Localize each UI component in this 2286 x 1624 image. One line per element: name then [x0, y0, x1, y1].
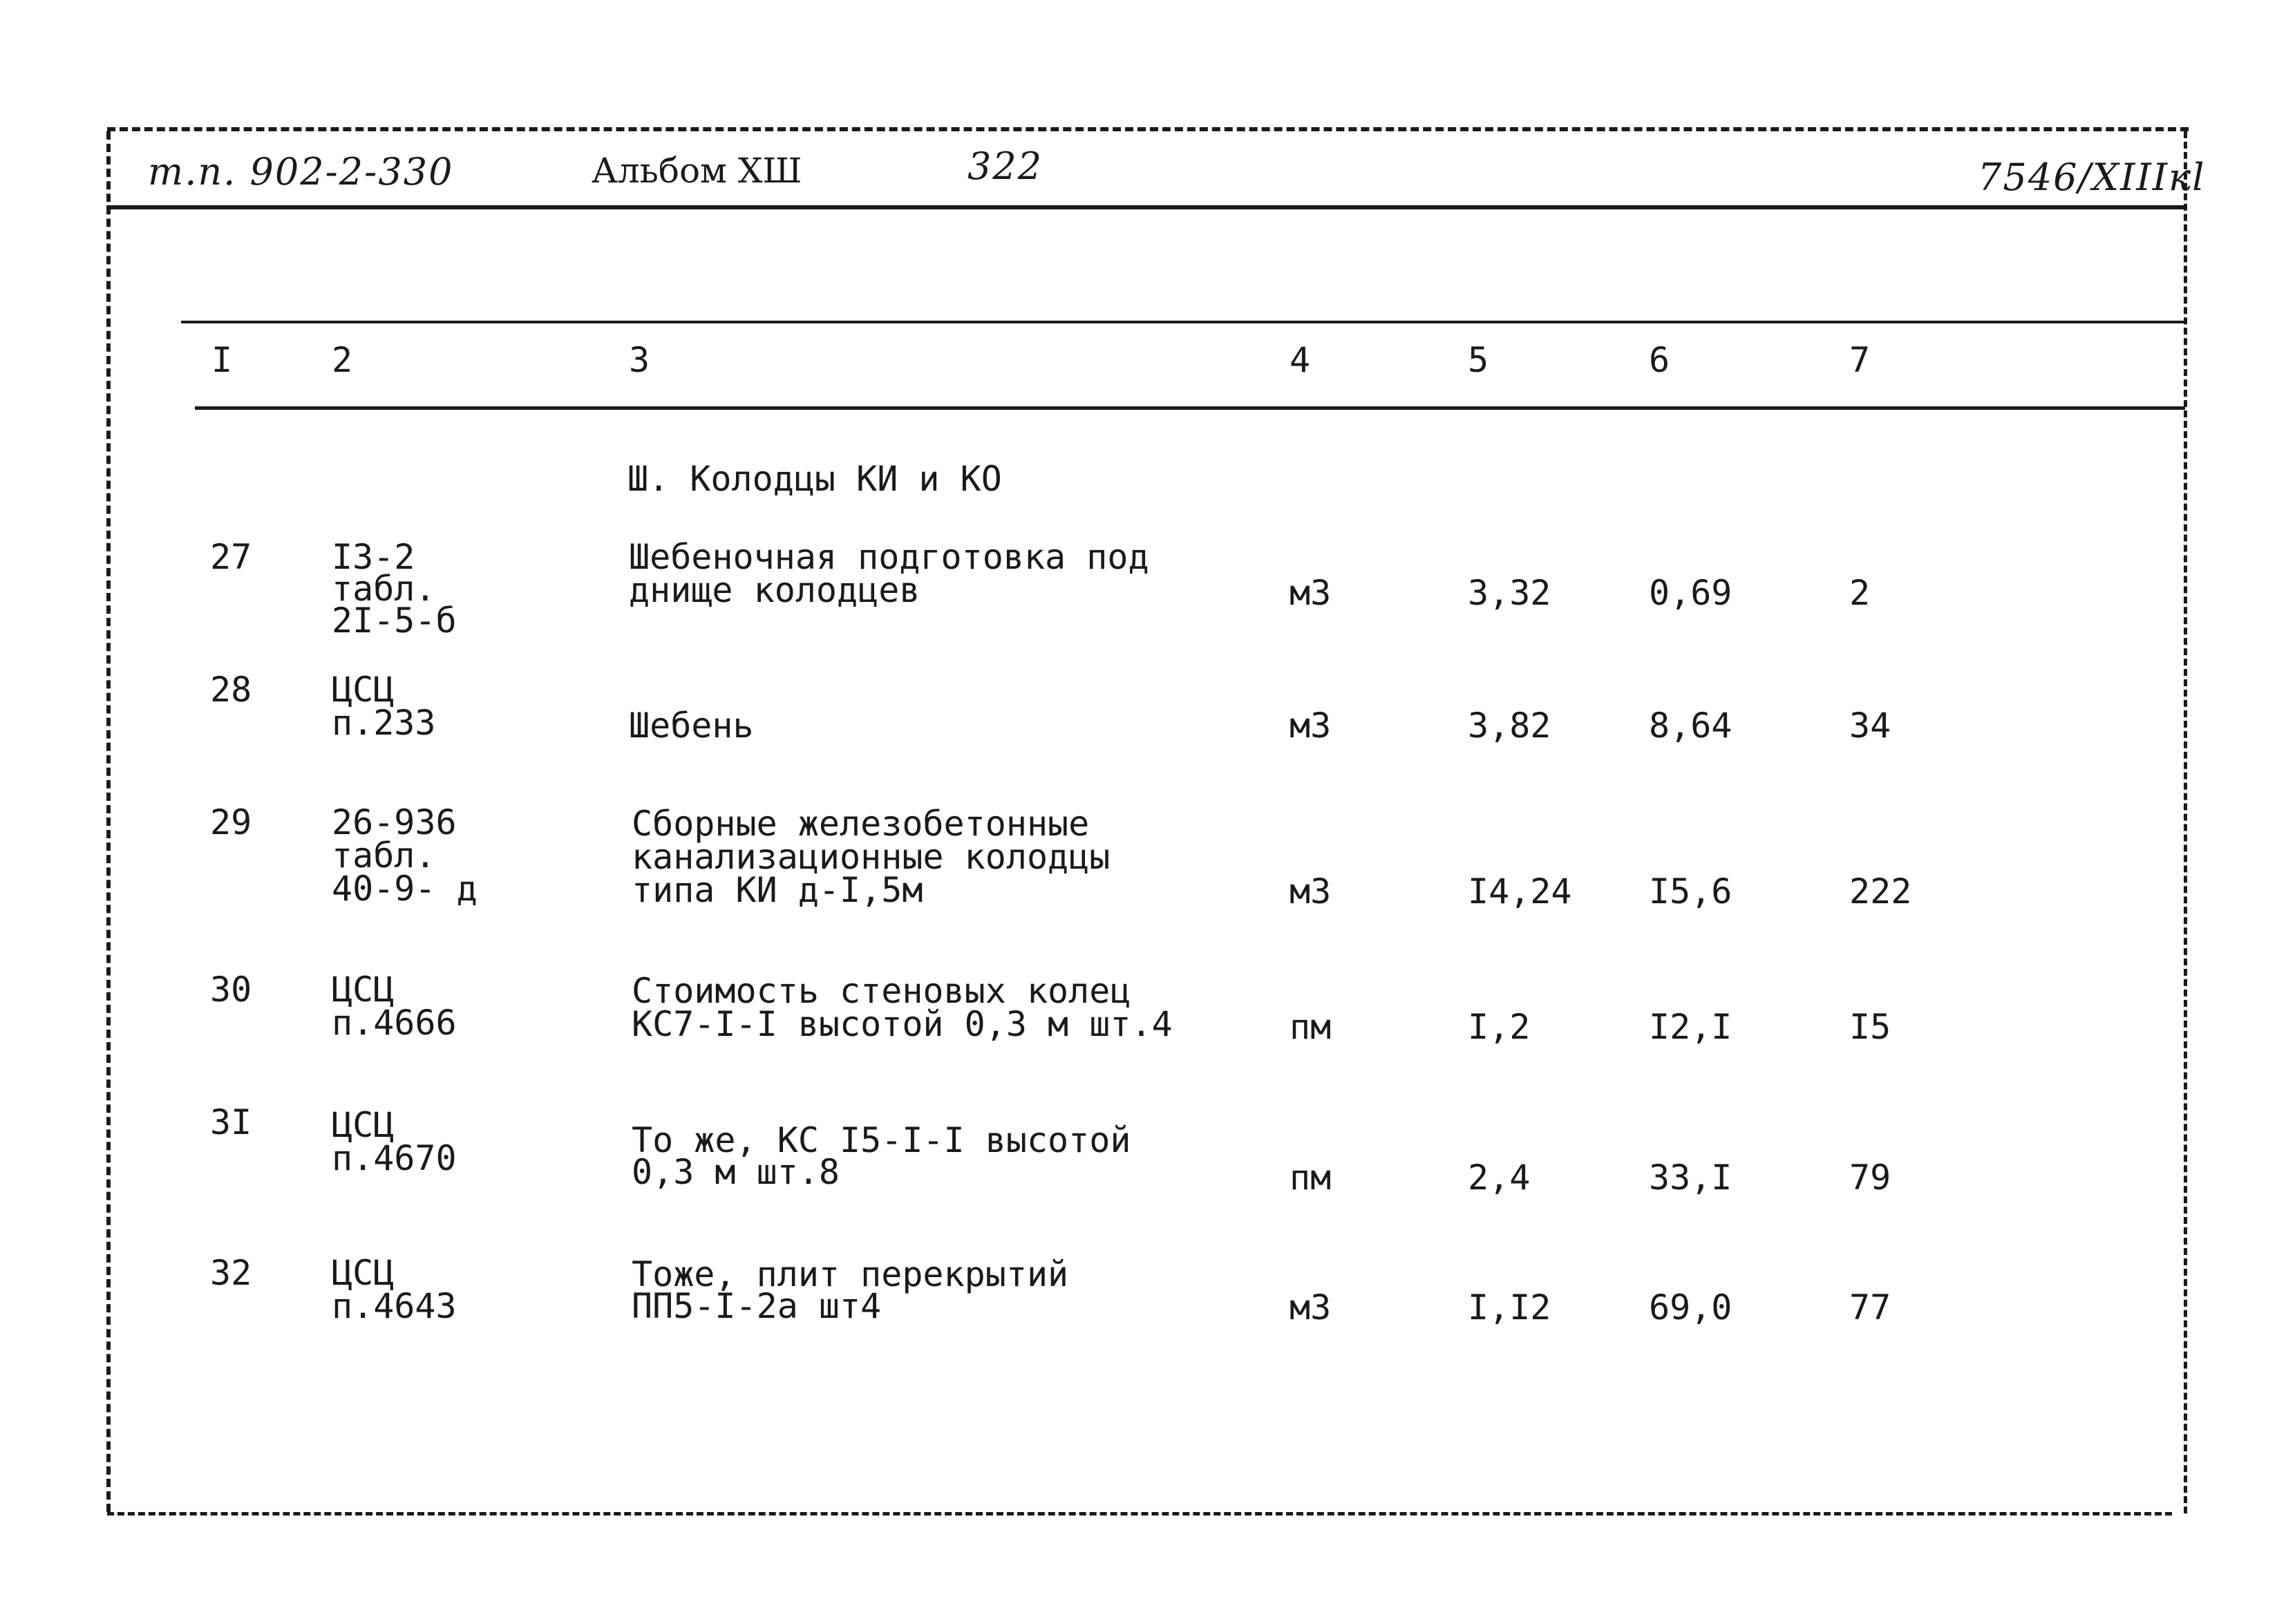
- description-line: Шебень: [629, 706, 754, 746]
- norm-code-line: 26-936: [332, 802, 457, 842]
- document-code: т.п. 902-2-330: [148, 150, 454, 193]
- unit-price: 69,0: [1649, 1287, 1732, 1328]
- row-number: 32: [210, 1253, 252, 1293]
- frame-left-border: [106, 131, 111, 1512]
- frame-top-border: [107, 127, 2189, 131]
- row-number: 28: [210, 670, 252, 710]
- column-header-2: 2: [332, 340, 353, 380]
- description-line: 0,3 м шт.8: [632, 1152, 840, 1192]
- column-header-3: 3: [629, 340, 650, 380]
- section-title: Ш. Колодцы КИ и КО: [627, 459, 1002, 499]
- norm-code-line: табл.: [332, 569, 436, 609]
- norm-code-line: п.4666: [332, 1003, 457, 1043]
- norm-code-line: п.233: [332, 703, 436, 743]
- quantity: 2,4: [1468, 1158, 1531, 1198]
- description-line: Стоимость стеновых колец: [632, 971, 1131, 1011]
- unit-price: 8,64: [1649, 706, 1732, 746]
- total: I5: [1849, 1007, 1891, 1047]
- total: 34: [1849, 706, 1891, 746]
- description-line: канализационные колодцы: [632, 837, 1111, 877]
- description-line: Шебеночная подготовка под: [629, 537, 1149, 577]
- column-header-7: 7: [1849, 340, 1871, 380]
- unit: м3: [1290, 706, 1332, 746]
- unit-price: 0,69: [1649, 573, 1732, 613]
- unit: пм: [1290, 1158, 1332, 1198]
- norm-code-line: 40-9- д: [332, 869, 478, 909]
- archive-number: 7546/XIIIкl: [1978, 155, 2206, 199]
- description-line: КС7-I-I высотой 0,3 м шт.4: [632, 1004, 1173, 1044]
- description-line: Сборные железобетонные: [632, 804, 1090, 844]
- description-line: типа КИ д-I,5м: [632, 870, 923, 910]
- total: 77: [1849, 1287, 1891, 1328]
- unit-price: I2,I: [1649, 1007, 1732, 1047]
- quantity: I,2: [1468, 1007, 1531, 1047]
- quantity: I,I2: [1468, 1287, 1551, 1328]
- quantity: 3,82: [1468, 706, 1551, 746]
- quantity: 3,32: [1468, 573, 1551, 613]
- album-label: Альбом ХШ: [592, 151, 802, 191]
- frame-bottom-border: [107, 1512, 2172, 1516]
- norm-code-line: ЦСЦ: [332, 1253, 395, 1293]
- norm-code-line: п.4643: [332, 1286, 457, 1326]
- norm-code-line: ЦСЦ: [332, 970, 395, 1010]
- header-rule: [106, 205, 2186, 209]
- table-header-top-rule: [181, 321, 2185, 323]
- column-header-5: 5: [1468, 340, 1489, 380]
- row-number: 29: [210, 802, 252, 842]
- table-header-bottom-rule: [195, 406, 2185, 410]
- column-header-4: 4: [1290, 340, 1311, 380]
- column-header-1: I: [211, 340, 233, 380]
- column-header-6: 6: [1649, 340, 1670, 380]
- description-line: Тоже, плит перекрытий: [632, 1254, 1069, 1294]
- description-line: днище колодцев: [629, 570, 920, 610]
- total: 79: [1849, 1158, 1891, 1198]
- unit: м3: [1290, 871, 1332, 912]
- norm-code-line: I3-2: [332, 537, 415, 577]
- total: 222: [1849, 871, 1912, 912]
- unit-price: I5,6: [1649, 871, 1732, 912]
- description-line: То же, КС I5-I-I высотой: [632, 1120, 1131, 1160]
- norm-code-line: ЦСЦ: [332, 1105, 395, 1145]
- total: 2: [1849, 573, 1871, 613]
- quantity: I4,24: [1468, 871, 1572, 912]
- row-number: 30: [210, 970, 252, 1010]
- norm-code-line: 2I-5-б: [332, 601, 457, 641]
- row-number: 27: [210, 537, 252, 577]
- unit: м3: [1290, 1287, 1332, 1328]
- page-number: 322: [967, 144, 1043, 188]
- norm-code-line: п.4670: [332, 1138, 457, 1178]
- norm-code-line: ЦСЦ: [332, 670, 395, 710]
- description-line: ПП5-I-2а шт4: [632, 1286, 882, 1326]
- unit: м3: [1290, 573, 1332, 613]
- row-number: 3I: [210, 1102, 252, 1142]
- unit: пм: [1290, 1007, 1332, 1047]
- frame-right-border: [2184, 131, 2187, 1513]
- norm-code-line: табл.: [332, 835, 436, 876]
- unit-price: 33,I: [1649, 1158, 1732, 1198]
